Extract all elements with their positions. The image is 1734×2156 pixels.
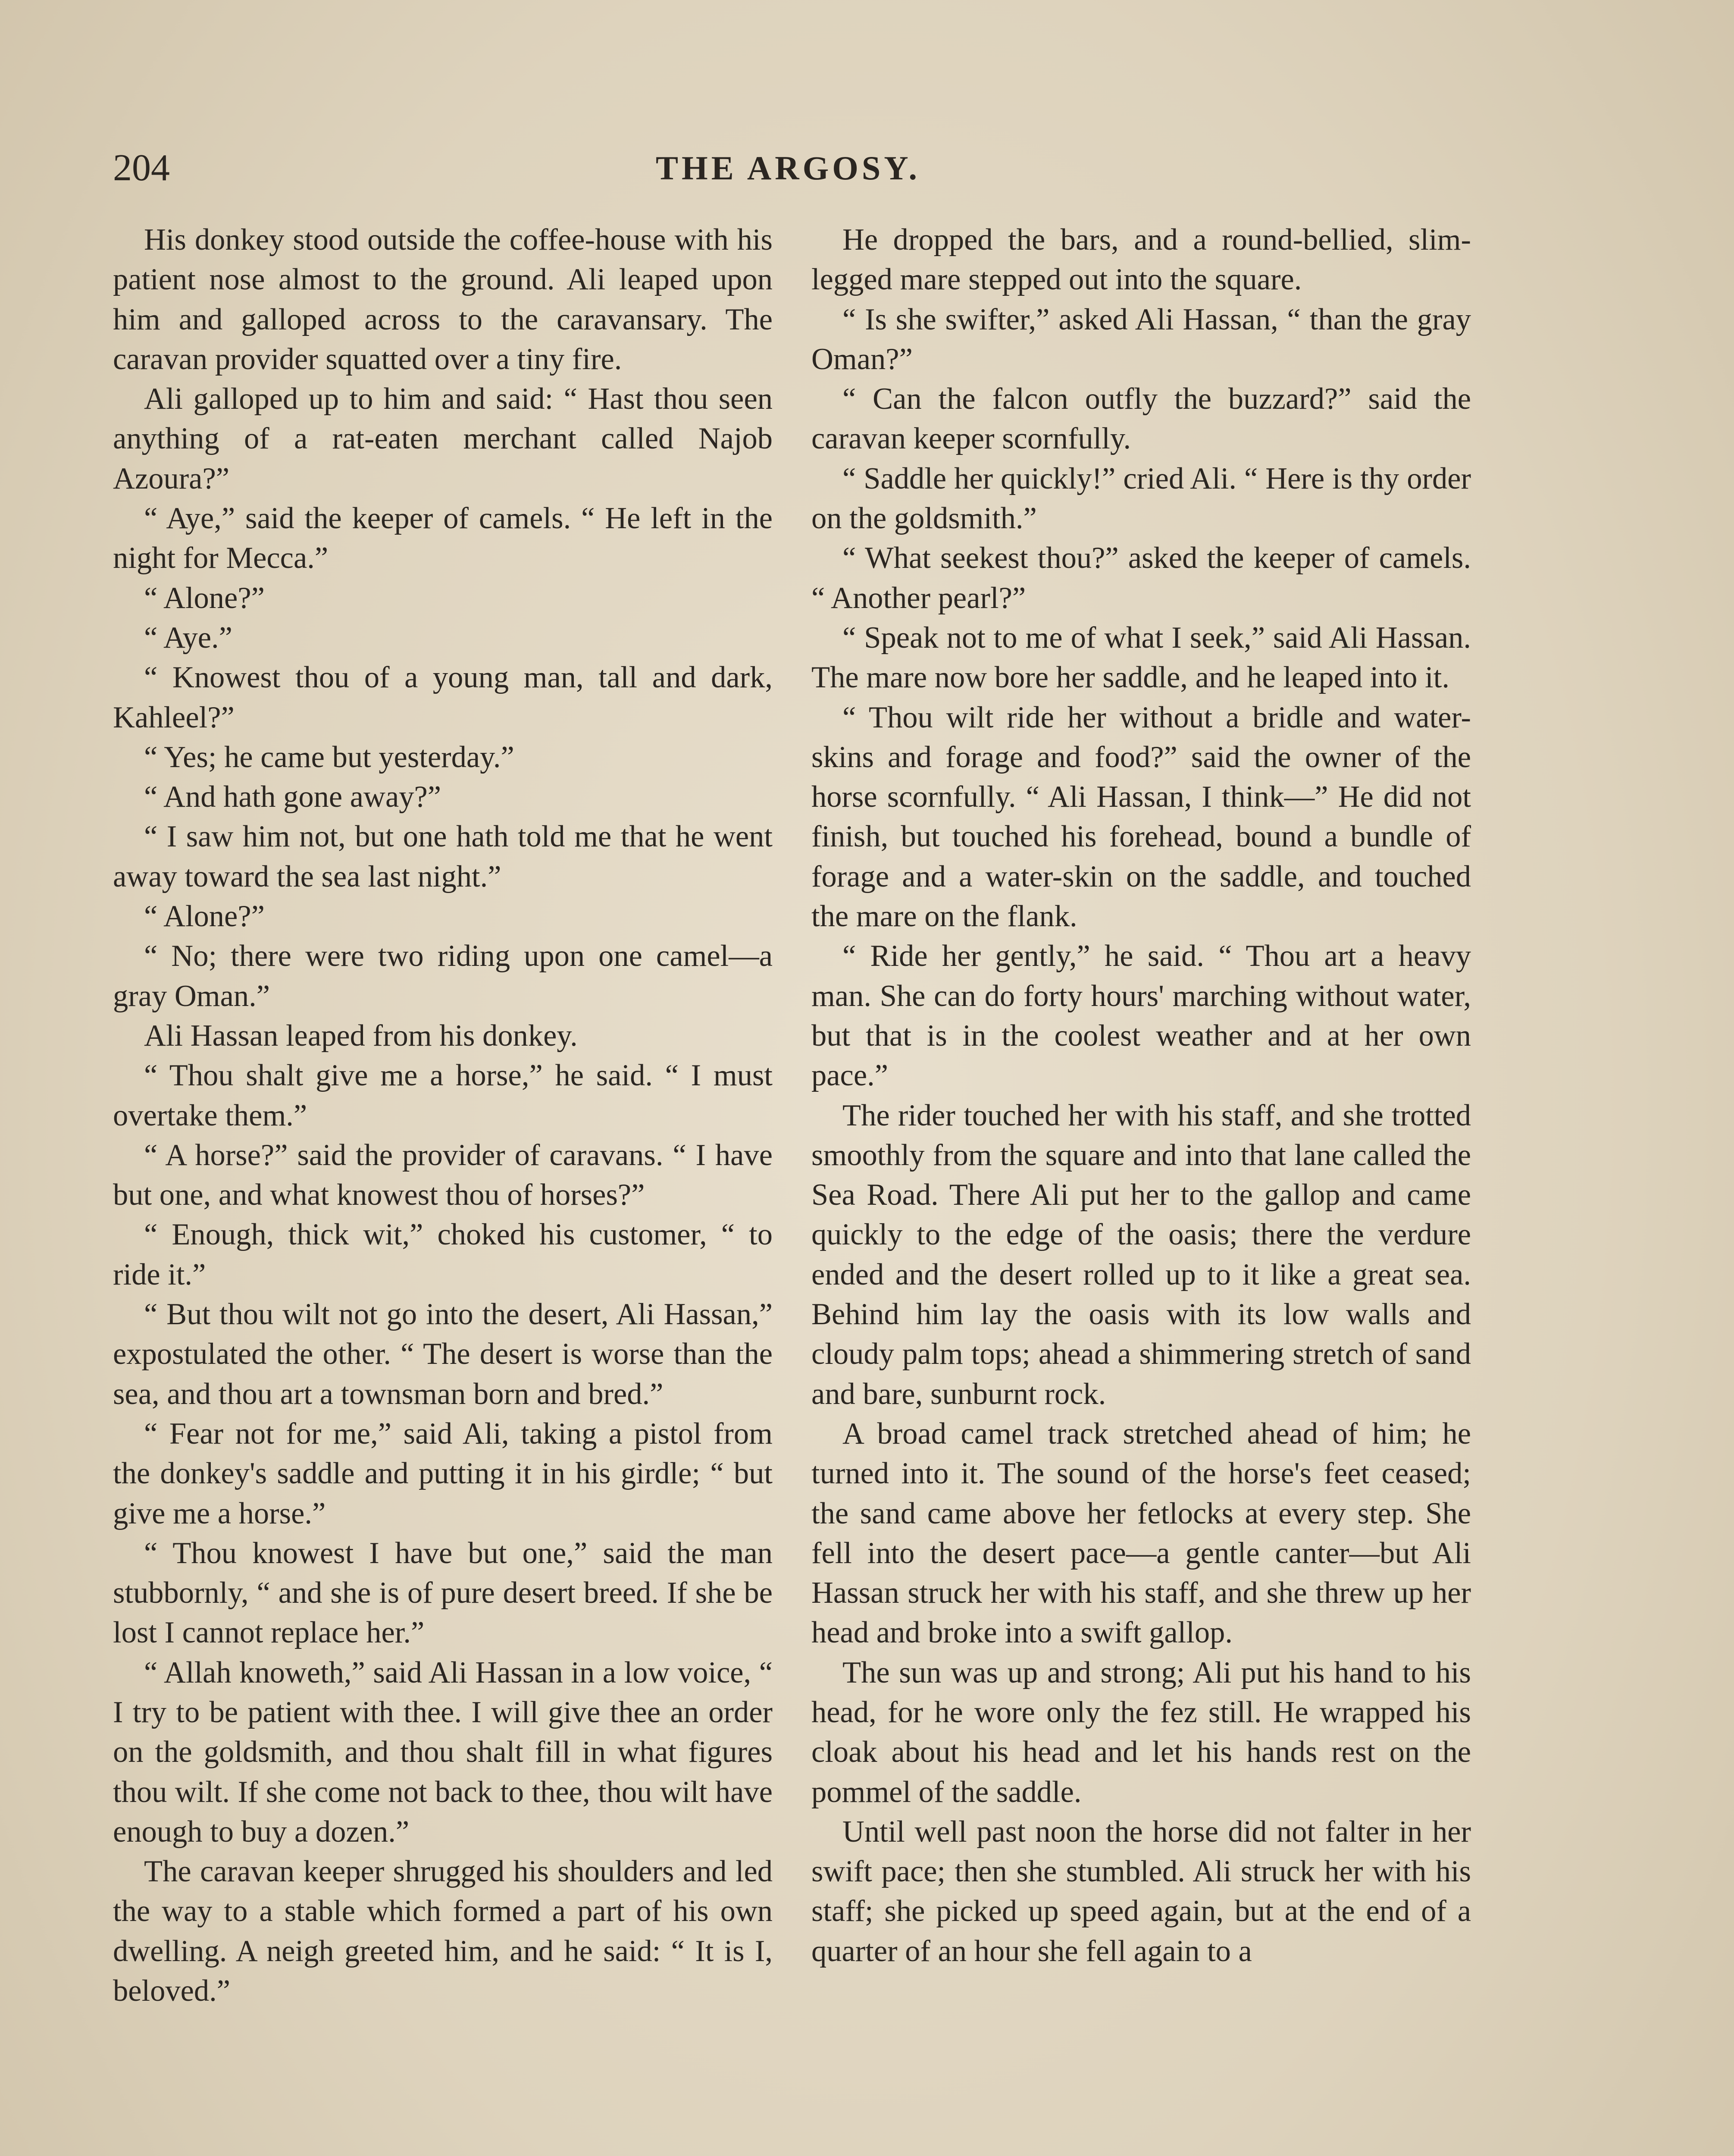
paragraph: “ Aye.” xyxy=(144,620,232,655)
paragraph: “ Enough, thick wit,” choked his customer, “ to ride it.” xyxy=(113,1218,773,1291)
left-column xyxy=(113,220,773,2011)
paragraph: “ Thou wilt ride her without a bridle and water-skins and forage and food?” said the owner of the horse scornfully. “ Ali Hassan, I think—” He did not finish, but touched his forehead, bound a bundle of forage and a water-skin on the saddle, and touched the mare on the flank. xyxy=(811,700,1471,934)
paragraph: “ Allah knoweth,” said Ali Hassan in a low voice, “ I try to be patient with thee. I will give thee an order on the goldsmith, and thou shalt fill in what figures thou wilt. If she come not back to thee, thou wilt have enough to buy a dozen.” xyxy=(113,1655,773,1849)
paragraph: A broad camel track stretched ahead of him; he turned into it. The sound of the horse's feet ceased; the sand came above her fetlocks at every step. She fell into the desert pace—a gentle canter—but Ali Hassan struck her with his staff, and she threw up her head and broke into a swift gallop. xyxy=(811,1416,1471,1650)
paragraph: “ And hath gone away?” xyxy=(144,780,441,814)
paragraph: “ Alone?” xyxy=(144,899,265,934)
paragraph: “ Speak not to me of what I seek,” said Ali Hassan. The mare now bore her saddle, and he leaped into it. xyxy=(811,620,1471,695)
paragraph: The sun was up and strong; Ali put his hand to his head, for he wore only the fez still. He wrapped his cloak about his head and let his hands rest on the pommel of the saddle. xyxy=(811,1655,1471,1809)
paragraph: “ Alone?” xyxy=(144,581,265,615)
paragraph: “ Fear not for me,” said Ali, taking a pistol from the donkey's saddle and putting it in his girdle; “ but give me a horse.” xyxy=(113,1416,773,1530)
right-column xyxy=(811,220,1471,1971)
paragraph: His donkey stood outside the coffee-house with his patient nose almost to the ground. Ali leaped upon him and galloped across to the caravansary. The caravan provider squatted over a tiny fire. xyxy=(113,223,773,376)
paragraph: “ Is she swifter,” asked Ali Hassan, “ than the gray Oman?” xyxy=(811,302,1471,376)
paragraph: “ Aye,” said the keeper of camels. “ He left in the night for Mecca.” xyxy=(113,501,773,575)
paragraph: He dropped the bars, and a round-bellied, slim-legged mare stepped out into the square. xyxy=(811,223,1471,297)
paragraph: Ali Hassan leaped from his donkey. xyxy=(144,1018,578,1053)
paragraph: “ Ride her gently,” he said. “ Thou art a heavy man. She can do forty hours' marching without water, but that is in the coolest weather and at her own pace.” xyxy=(811,939,1471,1093)
paragraph: “ A horse?” said the provider of caravans. “ I have but one, and what knowest thou of horses?” xyxy=(113,1138,773,1212)
paragraph: “ Thou knowest I have but one,” said the man stubbornly, “ and she is of pure desert breed. If she be lost I cannot replace her.” xyxy=(113,1536,773,1650)
paragraph: Until well past noon the horse did not falter in her swift pace; then she stumbled. Ali struck her with his staff; she picked up speed again, but at the end of a quarter of an hour she fell again to a xyxy=(811,1814,1471,1968)
page-number: 204 xyxy=(113,147,170,189)
paragraph: “ Thou shalt give me a horse,” he said. “ I must overtake them.” xyxy=(113,1059,773,1132)
journal-title: THE ARGOSY. xyxy=(656,149,920,187)
paragraph: “ But thou wilt not go into the desert, Ali Hassan,” expostulated the other. “ The desert is worse than the sea, and thou art a townsman born and bred.” xyxy=(113,1297,773,1411)
paragraph: The caravan keeper shrugged his shoulders and led the way to a stable which formed a part of his own dwelling. A neigh greeted him, and he said: “ It is I, beloved.” xyxy=(113,1855,773,2008)
paragraph: “ Saddle her quickly!” cried Ali. “ Here is thy order on the goldsmith.” xyxy=(811,461,1471,536)
paragraph: Ali galloped up to him and said: “ Hast thou seen anything of a rat-eaten merchant called Najob Azoura?” xyxy=(113,382,773,495)
paragraph: “ Knowest thou of a young man, tall and dark, Kahleel?” xyxy=(113,661,773,734)
paragraph: “ Can the falcon outfly the buzzard?” said the caravan keeper scornfully. xyxy=(811,382,1471,456)
paragraph: The rider touched her with his staff, and she trotted smoothly from the square and into that lane called the Sea Road. There Ali put her to the gallop and came quickly to the edge of the oasis; there the verdure ended and the desert rolled up to it like a great sea. Behind him lay the oasis with its low walls and cloudy palm tops; ahead a shimmering stretch of sand and bare, sunburnt rock. xyxy=(811,1098,1471,1411)
paragraph: “ No; there were two riding upon one camel—a gray Oman.” xyxy=(113,939,773,1013)
paragraph: “ What seekest thou?” asked the keeper of camels. “ Another pearl?” xyxy=(811,541,1471,615)
running-head xyxy=(113,142,1463,194)
paragraph: “ I saw him not, but one hath told me that he went away toward the sea last night.” xyxy=(113,820,773,893)
paragraph: “ Yes; he came but yesterday.” xyxy=(144,740,514,774)
